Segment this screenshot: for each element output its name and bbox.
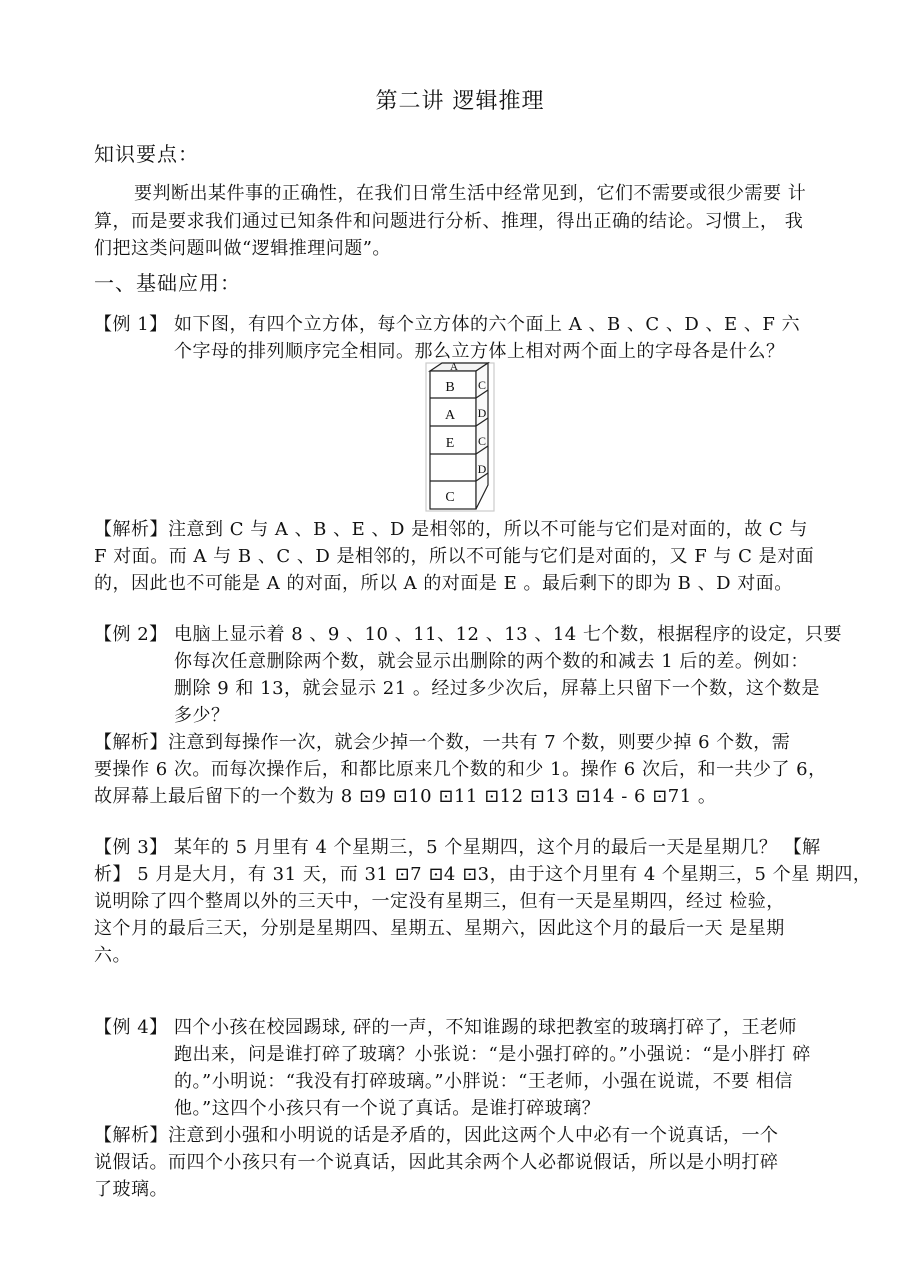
example-2-line: 删除 9 和 13，就会显示 21 。经过多少次后，屏幕上只留下一个数，这个数是 [174,678,820,699]
cube-side-letter: D [477,406,487,420]
cube-side-letter: C [477,378,487,392]
page-title: 第二讲 逻辑推理 [375,89,545,114]
example-2-analysis-line: 故屏幕上最后留下的一个数为 8 ⊡9 ⊡10 ⊡11 ⊡12 ⊡13 ⊡14 - 6 ⊡71 。 [94,786,717,807]
cube-side-letter: D [477,462,487,476]
cube-front-letter: C [445,490,455,505]
cube-front-letter: B [445,380,455,395]
example-2-line: 你每次任意删除两个数，就会显示出删除的两个数的和减去 1 后的差。例如： [174,651,809,672]
cube-top-letter: A [450,361,458,373]
example-3-line: 这个月的最后三天，分别是星期四、星期五、星期六，因此这个月的最后一天 是星期 [94,918,785,939]
cube-front-letter: E [445,436,455,451]
example-1-analysis-line: F 对面。而 A 与 B 、C 、D 是相邻的，所以不可能与它们是对面的，又 F 与 C 是对面 [94,546,815,567]
example-4-analysis-line: 说假话。而四个小孩只有一个说真话，因此其余两个人必都说假话，所以是小明打碎 [94,1152,779,1173]
example-2-analysis-line: 要操作 6 次。而每次操作后，和都比原来几个数的和少 1。操作 6 次后，和一共少了 6， [94,759,827,780]
example-2-line: 多少？ [174,705,230,726]
example-4-line: 跑出来，问是谁打碎了玻璃？小张说：“是小强打碎的。”小强说：“是小胖打 碎 [174,1044,811,1065]
example-4-line: 四个小孩在校园踢球, 砰的一声，不知谁踢的球把教室的玻璃打碎了，王老师 [174,1017,797,1038]
intro-line: 算，而是要求我们通过已知条件和问题进行分析、推理，得出正确的结论。习惯上， 我 [94,211,804,232]
example-2-analysis-line: 【解析】注意到每操作一次，就会少掉一个数，一共有 7 个数，则要少掉 6 个数，需 [94,732,791,753]
example-1-label: 【例 1】 [94,314,168,335]
example-1-analysis-line: 的，因此也不可能是 A 的对面，所以 A 的对面是 E 。最后剩下的即为 B 、D 对面。 [94,573,793,594]
stacked-cubes-figure [424,361,496,513]
intro-line: 们把这类问题叫做“逻辑推理问题”。 [94,238,391,259]
example-4-analysis-line: 了玻璃。 [94,1179,168,1200]
heading-basic-application: 一、基础应用： [94,271,241,295]
heading-knowledge-points: 知识要点： [94,142,199,166]
example-3-line: 六。 [94,945,131,966]
intro-line: 要判断出某件事的正确性，在我们日常生活中经常见到，它们不需要或很少需要 计 [134,183,807,204]
example-2-label: 【例 2】 [94,624,168,645]
example-1-line: 个字母的排列顺序完全相同。那么立方体上相对两个面上的字母各是什么？ [174,341,785,362]
example-4-line: 的。”小明说：“我没有打碎玻璃。”小胖说：“王老师，小强在说谎，不要 相信 [174,1071,794,1092]
example-1-line: 如下图，有四个立方体，每个立方体的六个面上 A 、B 、C 、D 、E 、F 六 [174,314,801,335]
example-4-analysis-line: 【解析】注意到小强和小明说的话是矛盾的，因此这两个人中必有一个说真话，一个 [94,1125,779,1146]
example-3-line: 说明除了四个整周以外的三天中，一定没有星期三，但有一天是星期四，经过 检验， [94,891,785,912]
cube-side-letter: C [477,434,487,448]
cube-front-letter: A [444,408,456,423]
example-3-line: 析】 5 月是大月，有 31 天，而 31 ⊡7 ⊡4 ⊡3，由于这个月里有 4 个星期三，5 个星 期四， [94,864,872,885]
example-4-label: 【例 4】 [94,1017,168,1038]
example-4-line: 他。”这四个小孩只有一个说了真话。是谁打碎玻璃？ [174,1098,601,1119]
example-1-analysis-line: 【解析】注意到 C 与 A 、B 、E 、D 是相邻的，所以不可能与它们是对面的，故 C 与 [94,519,808,540]
example-2-line: 电脑上显示着 8 、9 、10 、11、12 、13 、14 七个数，根据程序的设定，只要 [174,624,842,645]
example-3-line: 【例 3】 某年的 5 月里有 4 个星期三，5 个星期四，这个月的最后一天是星期几？ 【解 [94,837,821,858]
